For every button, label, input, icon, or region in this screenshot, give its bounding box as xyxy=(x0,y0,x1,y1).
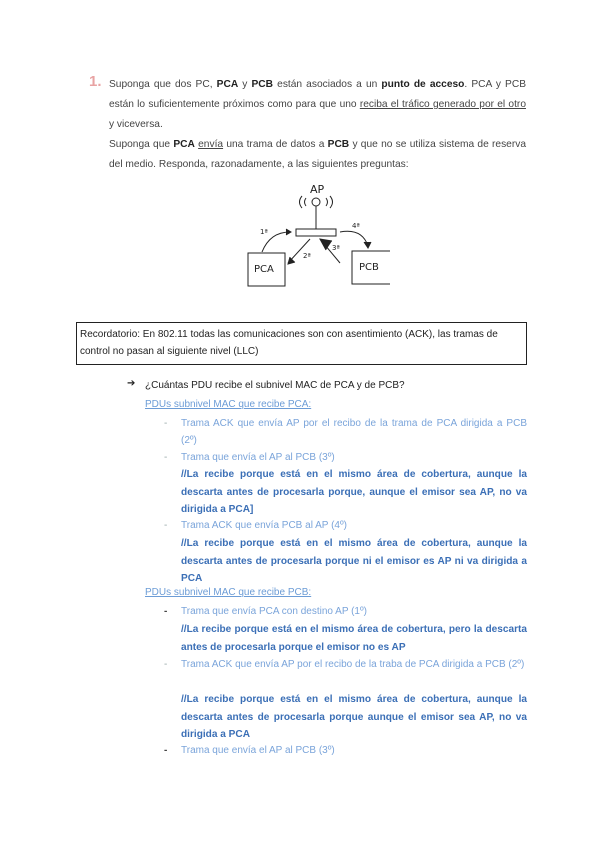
reminder-box: Recordatorio: En 802.11 todas las comunicaciones son con asentimiento (ACK), las tramas de control no pasan al siguiente nivel (LLC) xyxy=(76,322,527,365)
dash-bullet: - xyxy=(164,659,168,670)
question-statement xyxy=(109,75,526,175)
text: Suponga que xyxy=(109,139,174,150)
dash-bullet: - xyxy=(164,418,168,429)
pca-bold: PCA xyxy=(173,139,195,150)
pcb-item-3: Trama que envía el AP al PCB (3º) xyxy=(181,745,335,756)
pca-label: PCA xyxy=(254,264,274,275)
pcb-item-2: Trama ACK que envía AP por el recibo de la traba de PCA dirigida a PCB (2º) xyxy=(181,659,525,670)
pca-explanation-2: //La recibe porque está en el mismo área de cobertura, aunque la descarta antes de procesarla porque, aunque el emisor sea AP, no va dirigida a PCA] xyxy=(181,469,527,515)
text: y xyxy=(238,79,252,90)
question-paragraph-2 xyxy=(109,135,526,175)
pcb-bold: PCB xyxy=(251,79,274,90)
sub-question: ¿Cuántas PDU recibe el subnivel MAC de PCA y de PCB? xyxy=(145,380,405,391)
dash-bullet: - xyxy=(164,520,168,531)
question-number: 1. xyxy=(89,73,102,90)
pca-section-heading: PDUs subnivel MAC que recibe PCA: xyxy=(145,399,312,410)
dash-bullet: - xyxy=(164,452,168,463)
pca-item-1: Trama ACK que envía AP por el recibo de la trama de PCA dirigida a PCB (2º) xyxy=(181,418,527,446)
arrow-label-4: 4ª xyxy=(352,222,360,230)
pca-bold: PCA xyxy=(216,79,239,90)
ap-label: AP xyxy=(310,183,325,196)
text: . PCA y PCB están lo suficientemente próximos como para que uno xyxy=(109,79,526,110)
pcb-explanation-1: //La recibe porque está en el mismo área de cobertura, pero la descarta antes de procesarla porque el emisor no es AP xyxy=(181,624,527,653)
arrow-label-1: 1ª xyxy=(260,228,268,236)
pcb-explanation-2: //La recibe porque está en el mismo área de cobertura, aunque la descarta antes de procesarla porque aunque el emisor sea AP, no va dirigida a PCA xyxy=(181,694,527,740)
pcb-label: PCB xyxy=(359,262,379,273)
text: Suponga que dos PC, xyxy=(109,79,217,90)
dash-bullet: - xyxy=(164,745,168,756)
pcb-bold: PCB xyxy=(327,139,350,150)
ap-antenna-icon xyxy=(312,198,320,206)
text: están asociados a un xyxy=(273,79,382,90)
network-diagram xyxy=(240,180,390,295)
text: una trama de datos a xyxy=(223,139,328,150)
ap-box xyxy=(296,229,336,236)
question-paragraph-1 xyxy=(109,75,526,135)
dash-bullet: - xyxy=(164,606,168,617)
arrow-label-2: 2ª xyxy=(303,252,311,260)
arrow-bullet-icon: ➔ xyxy=(127,378,136,389)
underlined-text: envía xyxy=(198,139,224,150)
text: y que no se utiliza sistema de reserva del medio. Responda, razonadamente, a las siguientes preguntas: xyxy=(109,139,526,170)
underlined-text: reciba el tráfico generado por el otro xyxy=(359,99,526,110)
pcb-section-heading: PDUs subnivel MAC que recibe PCB: xyxy=(145,587,312,598)
text: y viceversa. xyxy=(109,119,163,130)
pca-explanation-3: //La recibe porque está en el mismo área de cobertura, aunque la descarta antes de procesarla porque ni el emisor es AP ni va dirigida a PCA xyxy=(181,538,527,584)
pca-item-2: Trama que envía el AP al PCB (3º) xyxy=(181,452,335,463)
pca-item-3: Trama ACK que envía PCB al AP (4º) xyxy=(181,520,347,531)
arrow-label-3: 3ª xyxy=(332,244,340,252)
access-point-bold: punto de acceso xyxy=(381,79,465,90)
pcb-item-1: Trama que envía PCA con destino AP (1º) xyxy=(181,606,367,617)
